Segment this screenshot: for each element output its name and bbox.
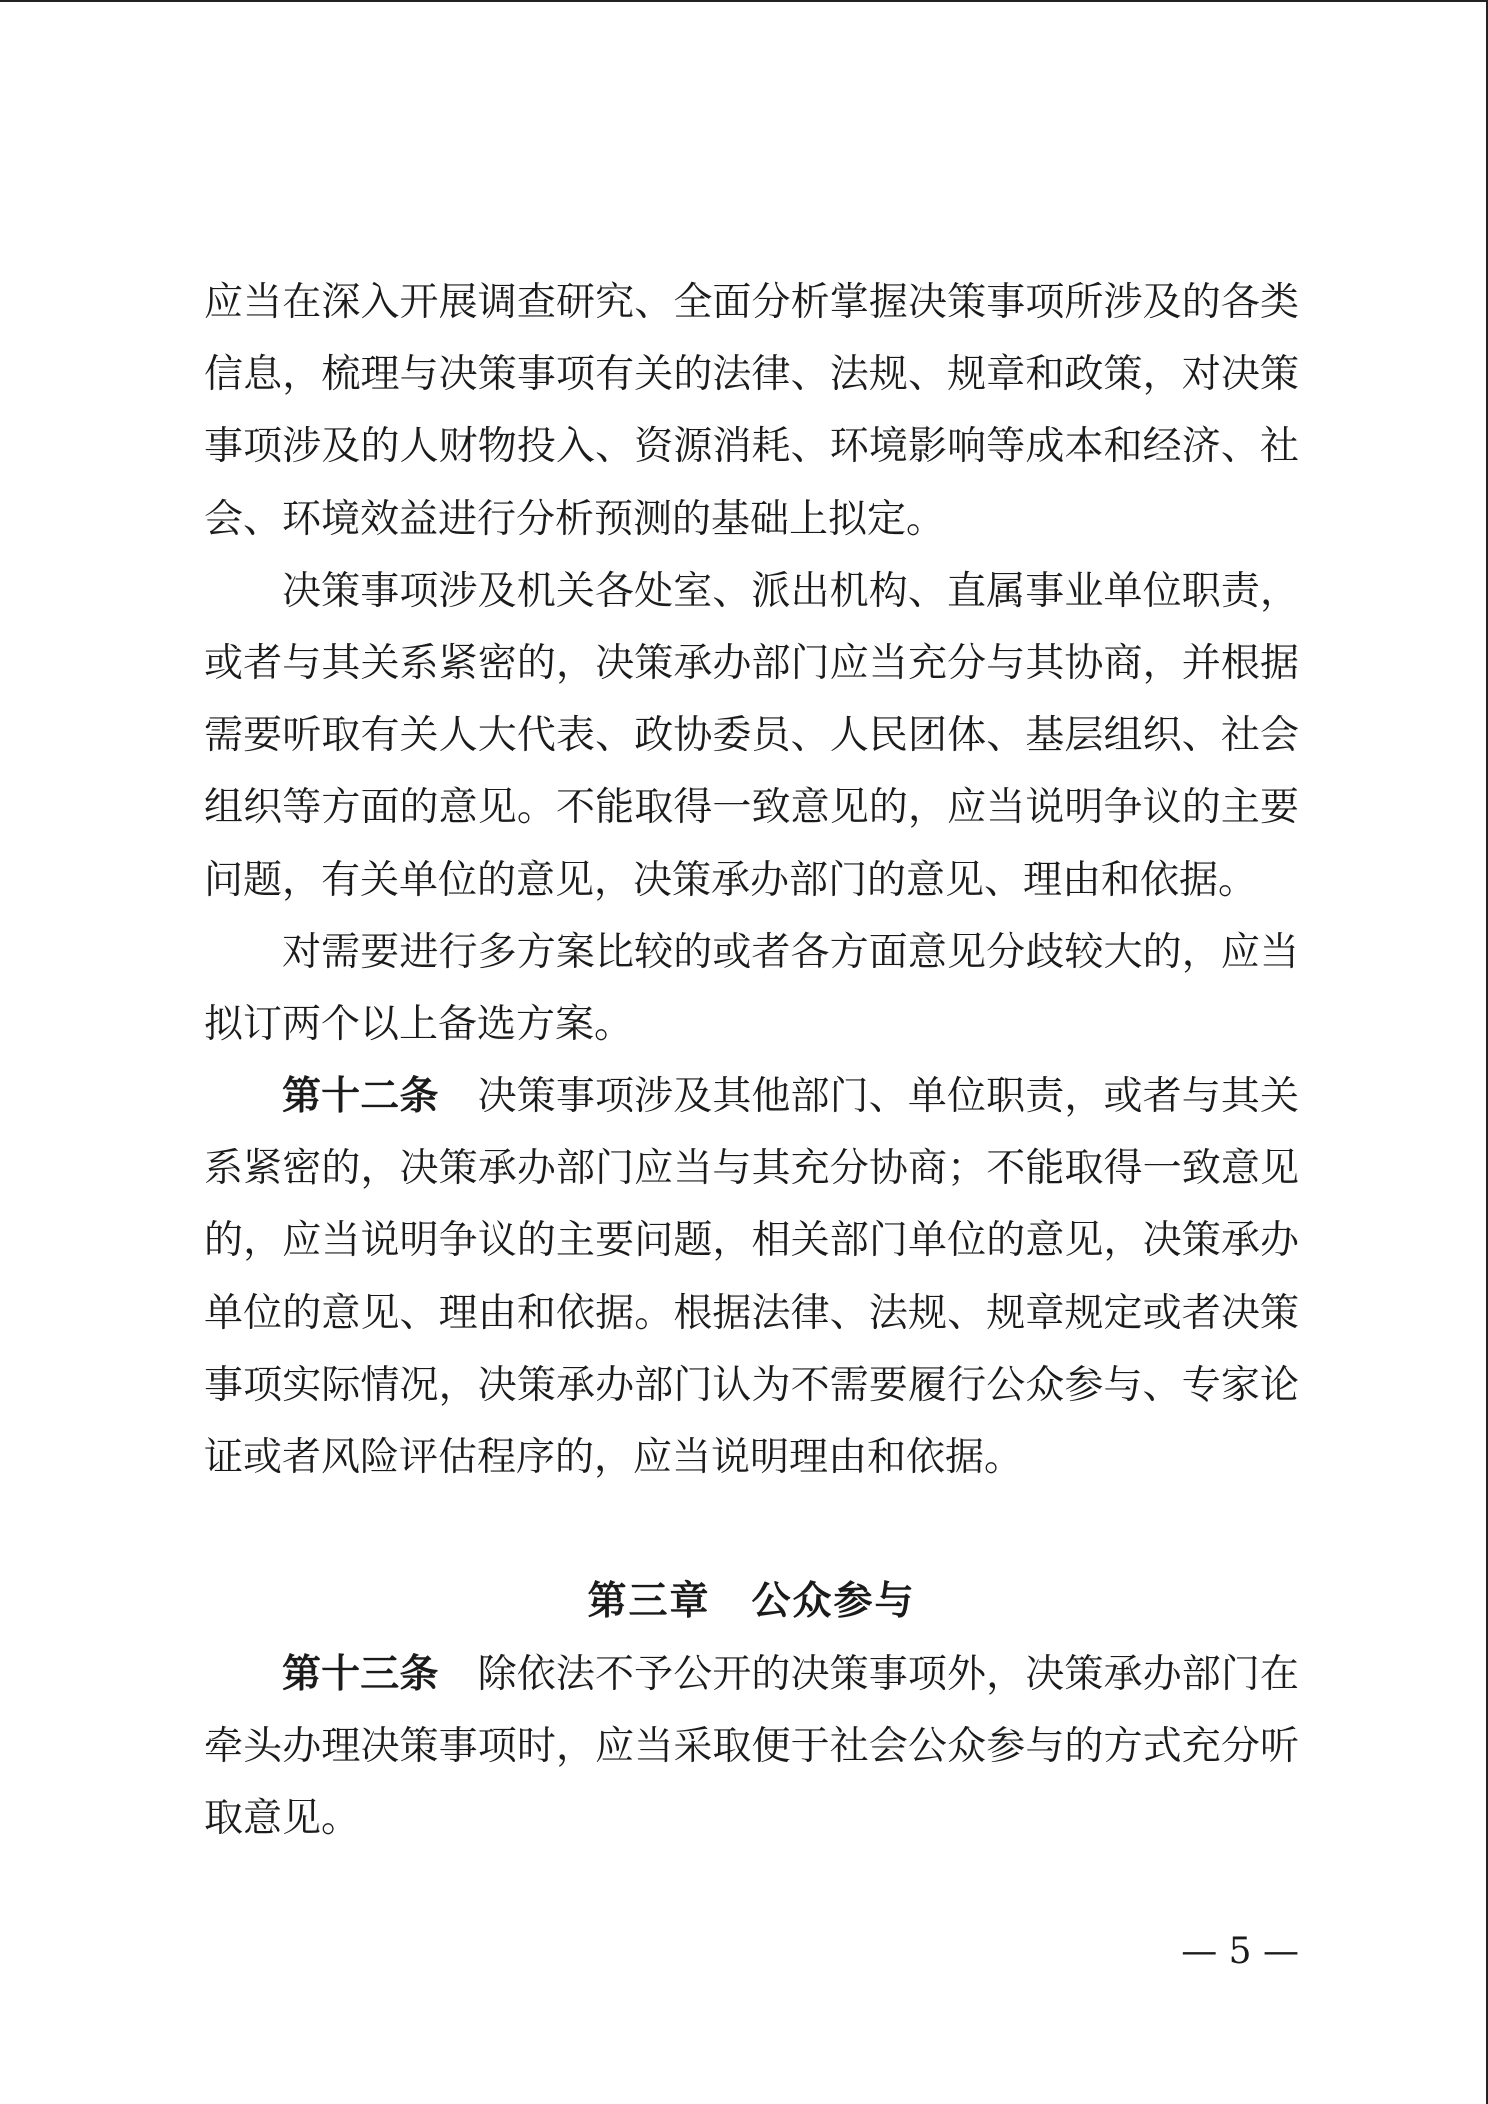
paragraph-line: 证或者风险评估程序的，应当说明理由和依据。 — [204, 1435, 1024, 1480]
scan-edge-top — [0, 0, 1488, 2]
paragraph-line: 组织等方面的意见。不能取得一致意见的，应当说明争议的主要 — [204, 785, 1299, 831]
paragraph-line: 单位的意见、理由和依据。根据法律、法规、规章规定或者决策 — [204, 1290, 1299, 1336]
page-number: — 5 — — [1181, 1931, 1299, 1972]
article-heading: 第十二条 — [282, 1074, 439, 1120]
paragraph-line: 系紧密的，决策承办部门应当与其充分协商；不能取得一致意见 — [204, 1146, 1299, 1192]
article-text: 决策事项涉及其他部门、单位职责，或者与其关 — [477, 1074, 1299, 1120]
paragraph-line: 事项实际情况，决策承办部门认为不需要履行公众参与、专家论 — [204, 1362, 1299, 1408]
blank-line — [204, 1494, 1299, 1566]
paragraph-line: 拟订两个以上备选方案。 — [204, 1001, 634, 1047]
paragraph-line: 需要听取有关人大代表、政协委员、人民团体、基层组织、社会 — [204, 713, 1299, 759]
paragraph-line: 牵头办理决策事项时，应当采取便于社会公众参与的方式充分听 — [204, 1723, 1299, 1769]
article-12 — [204, 1061, 1299, 1494]
body-text — [204, 267, 1299, 1855]
paragraph-line: 决策事项涉及机关各处室、派出机构、直属事业单位职责， — [282, 568, 1299, 614]
paragraph-line: 问题，有关单位的意见，决策承办部门的意见、理由和依据。 — [204, 857, 1258, 903]
paragraph-line — [204, 1061, 1299, 1133]
article-text: 除依法不予公开的决策事项外，决策承办部门在 — [477, 1651, 1299, 1697]
paragraph-line — [204, 1639, 1299, 1711]
paragraph-line: 的，应当说明争议的主要问题，相关部门单位的意见，决策承办 — [204, 1218, 1299, 1264]
chapter-title: 第三章 公众参与 — [587, 1579, 916, 1625]
paragraph-line: 会、环境效益进行分析预测的基础上拟定。 — [204, 496, 946, 542]
paragraph-line: 事项涉及的人财物投入、资源消耗、环境影响等成本和经济、社 — [204, 424, 1299, 470]
article-heading: 第十三条 — [282, 1651, 439, 1697]
paragraph — [204, 917, 1299, 1061]
paragraph-line: 信息，梳理与决策事项有关的法律、法规、规章和政策，对决策 — [204, 352, 1299, 398]
paragraph — [204, 556, 1299, 917]
paragraph — [204, 267, 1299, 556]
article-13 — [204, 1639, 1299, 1856]
paragraph-line: 对需要进行多方案比较的或者各方面意见分歧较大的，应当 — [282, 929, 1299, 975]
paragraph-line: 应当在深入开展调查研究、全面分析掌握决策事项所涉及的各类 — [204, 280, 1299, 325]
paragraph-line: 取意见。 — [204, 1795, 361, 1841]
paragraph-line: 或者与其关系紧密的，决策承办部门应当充分与其协商，并根据 — [204, 640, 1299, 686]
